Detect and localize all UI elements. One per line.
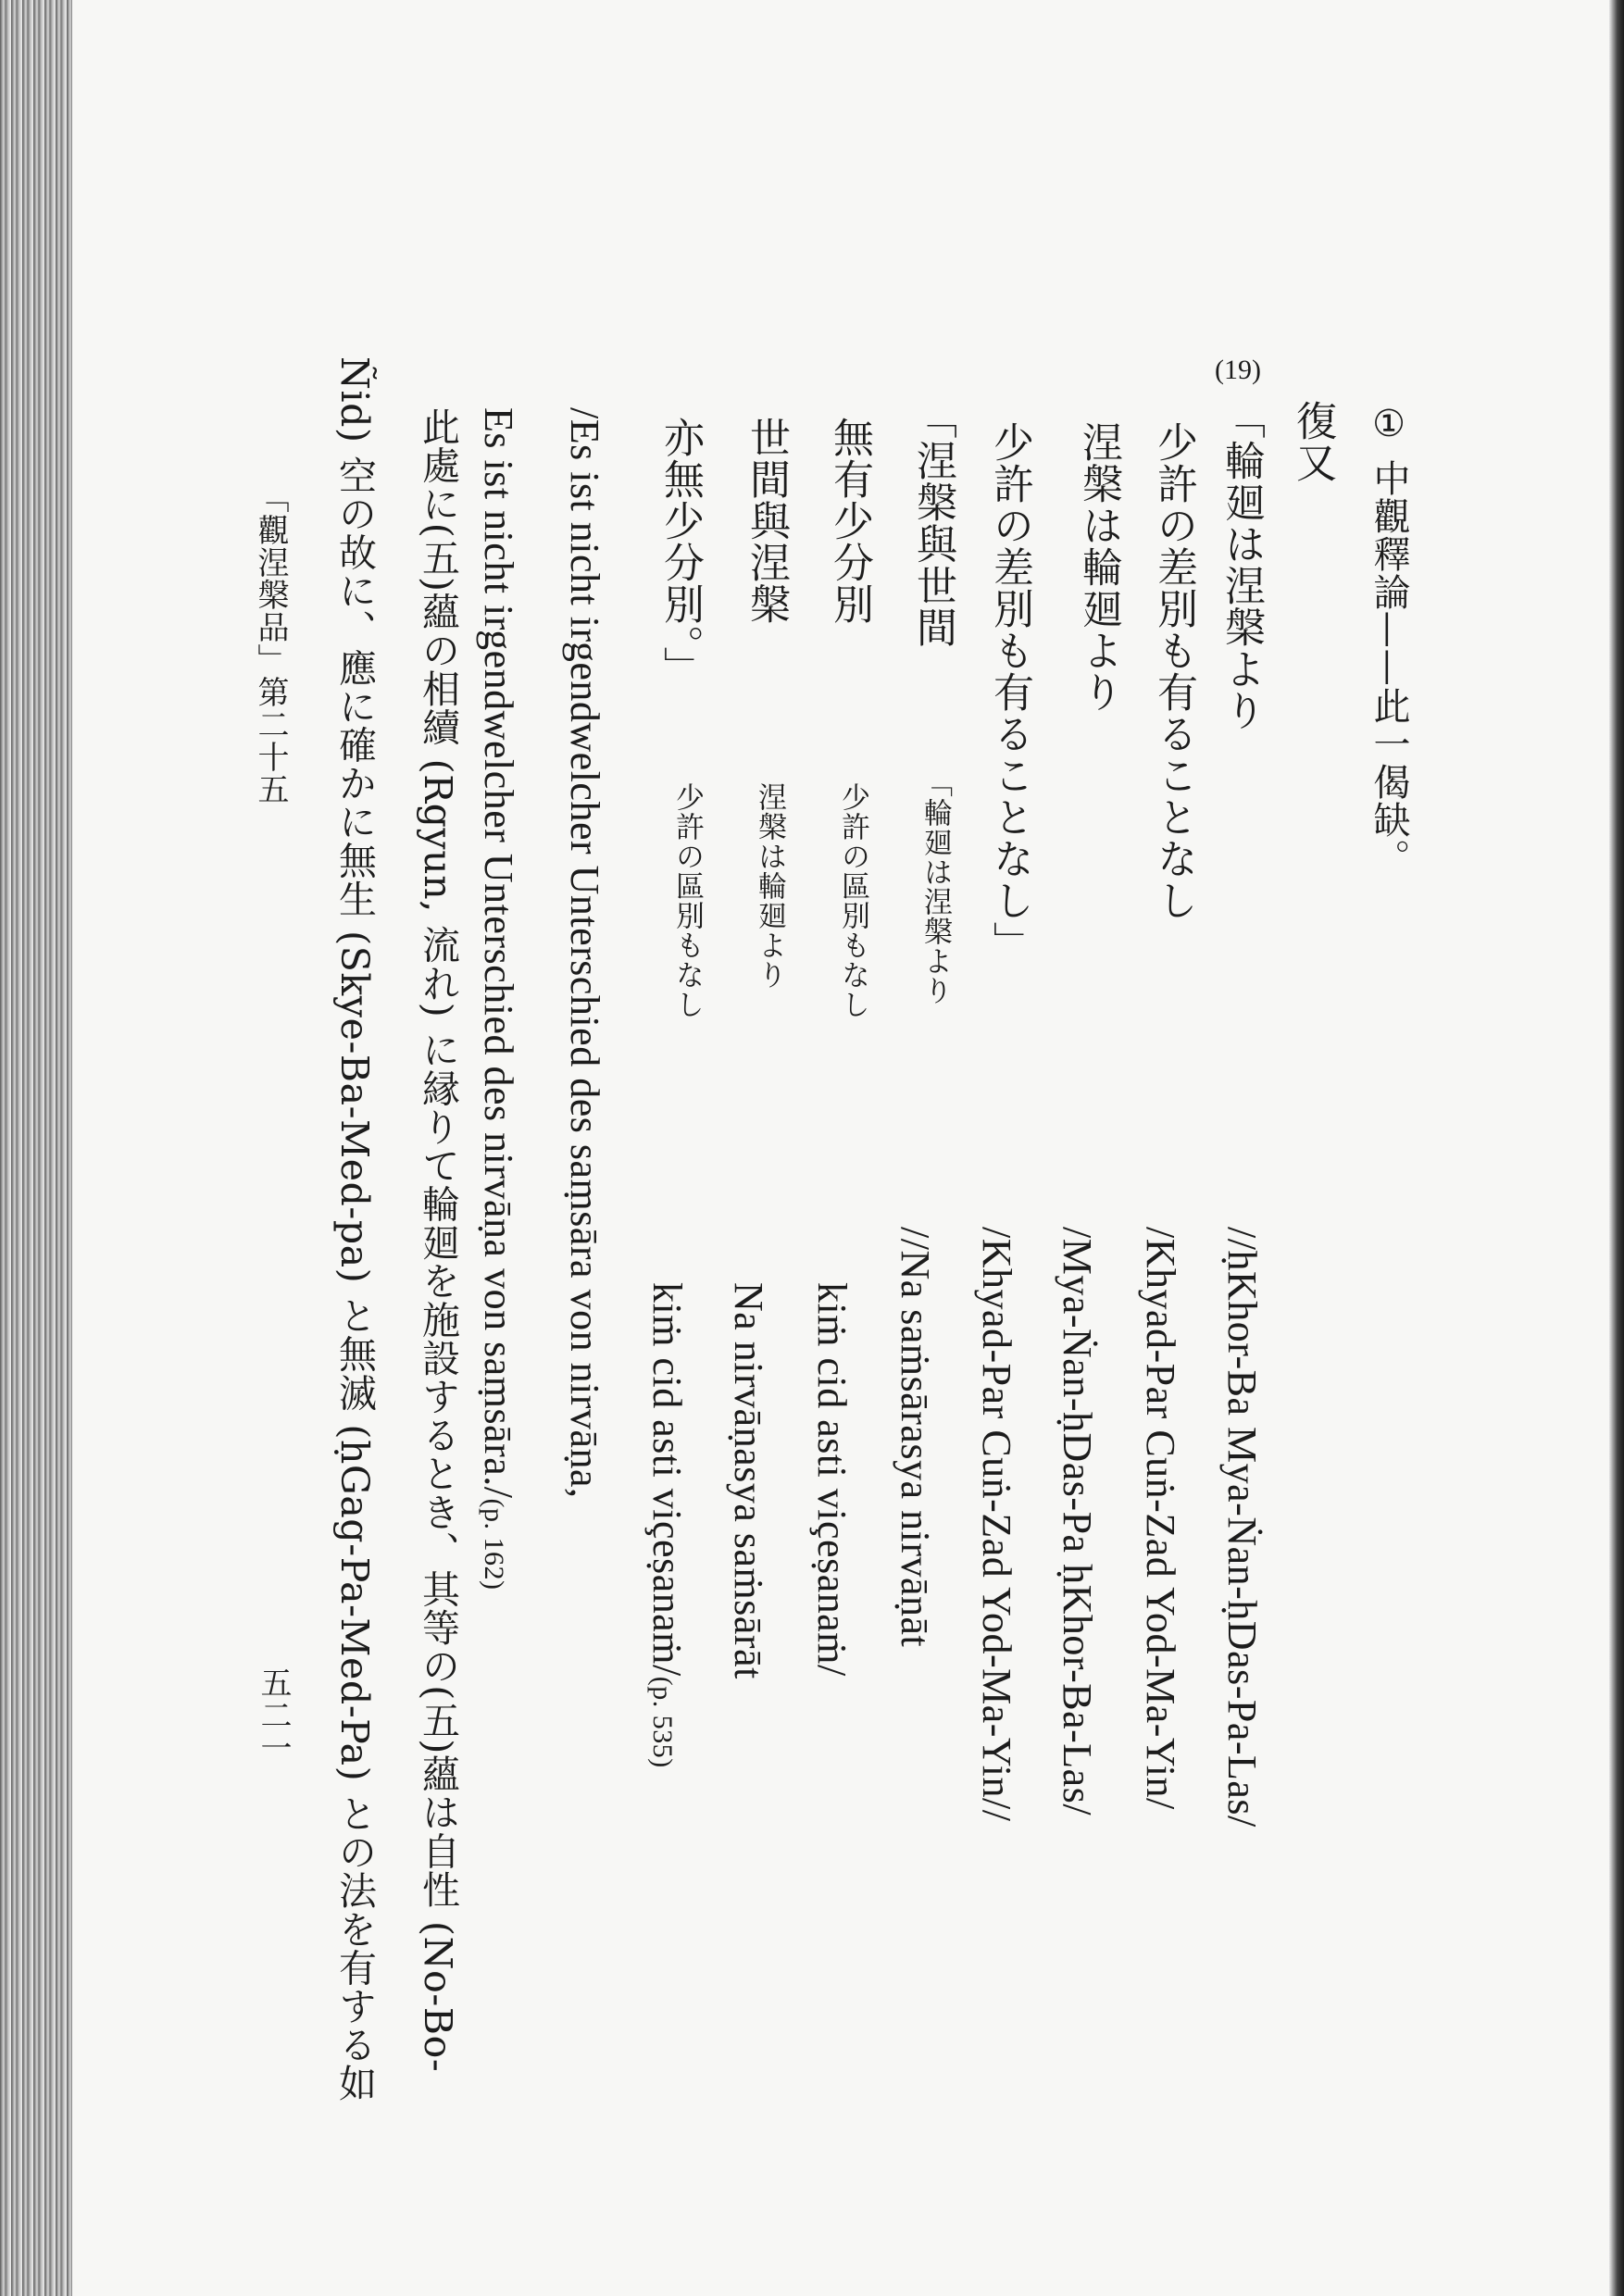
sanskrit-page-ref: (p. 535): [647, 1676, 678, 1768]
german-page-ref: (p. 162): [479, 1498, 509, 1591]
tibetan-line-2: /Khyad-Par Cuṅ-Zad Yod-Ma-Yin/: [1138, 1227, 1183, 1810]
commentary-line-1: 此處に(五)蘊の相續 (Rgyun, 流れ) に縁りて輪廻を施設するとき、其等の(五)蘊は自性 (No-Bo-: [416, 407, 460, 2073]
sanskrit-line-4-text: kiṁ cid asti viçeṣanaṁ/: [644, 1282, 690, 1677]
translation-line-4: 少許の差別も有ることなし」: [986, 421, 1033, 963]
tibetan-line-3: /Mya-Ṅan-ḥDas-Pa ḥKhor-Ba-Las/: [1055, 1227, 1100, 1816]
sanskrit-line-4: [644, 1282, 690, 1768]
tibetan-line-4: /Khyad-Par Cuṅ-Zad Yod-Ma-Yin//: [974, 1227, 1019, 1822]
chinese-verse-line-4: 亦無少分別。」: [656, 417, 704, 688]
sanskrit-line-3: Na nirvāṇasya saṁsārāt: [726, 1282, 771, 1679]
chinese-gloss-3: 涅槃は輪廻より: [753, 782, 786, 990]
translation-line-3: 涅槃は輪廻より: [1075, 421, 1122, 713]
sanskrit-line-1: //Na saṁsārasya nirvāṇāt: [893, 1227, 938, 1648]
german-line-2: [476, 407, 521, 1591]
running-title: 「觀涅槃品」第二十五: [252, 481, 289, 805]
footnote-line: ① 中觀釋論——此一偈缺。: [1368, 403, 1410, 877]
sanskrit-line-2: kiṁ cid asti viçeṣanaṁ/: [809, 1282, 855, 1677]
tibetan-line-1: //ḥKhor-Ba Mya-Ṅan-ḥDas-Pa-Las/: [1219, 1227, 1265, 1828]
chinese-gloss-2: 少許の區別もなし: [836, 782, 869, 1019]
translation-line-1: 「輪廻は涅槃より: [1218, 398, 1265, 731]
german-line-2-text: Es ist nicht irgendwelcher Unterschied des nirvāṇa von saṃsāra./: [476, 407, 521, 1499]
chinese-gloss-1: 「輪廻は涅槃より: [918, 768, 952, 1005]
german-line-1: /Es ist nicht irgendwelcher Unterschied des saṃsāra von nirvāṇa,: [562, 407, 607, 1499]
commentary-line-2: Ñid) 空の故に、應に確かに無生 (Skye-Ba-Med-pa) と無滅 (ḥGag-Pa-Med-Pa) との法を有する如: [332, 356, 377, 2103]
chinese-verse-line-2: 無有少分別: [826, 417, 873, 625]
book-spine-shadow: [0, 0, 72, 2296]
chinese-verse-line-3: 世間與涅槃: [743, 417, 790, 625]
page-number: 五二一: [255, 1666, 292, 1764]
page-edge-shadow: [1609, 0, 1624, 2296]
chinese-verse-line-1: 「涅槃與世間: [909, 398, 956, 648]
verse-number: (19): [1215, 355, 1261, 385]
section-heading: 復又: [1289, 400, 1336, 483]
chinese-gloss-4: 少許の區別もなし: [670, 782, 704, 1019]
translation-line-2: 少許の差別も有ることなし: [1150, 421, 1197, 921]
